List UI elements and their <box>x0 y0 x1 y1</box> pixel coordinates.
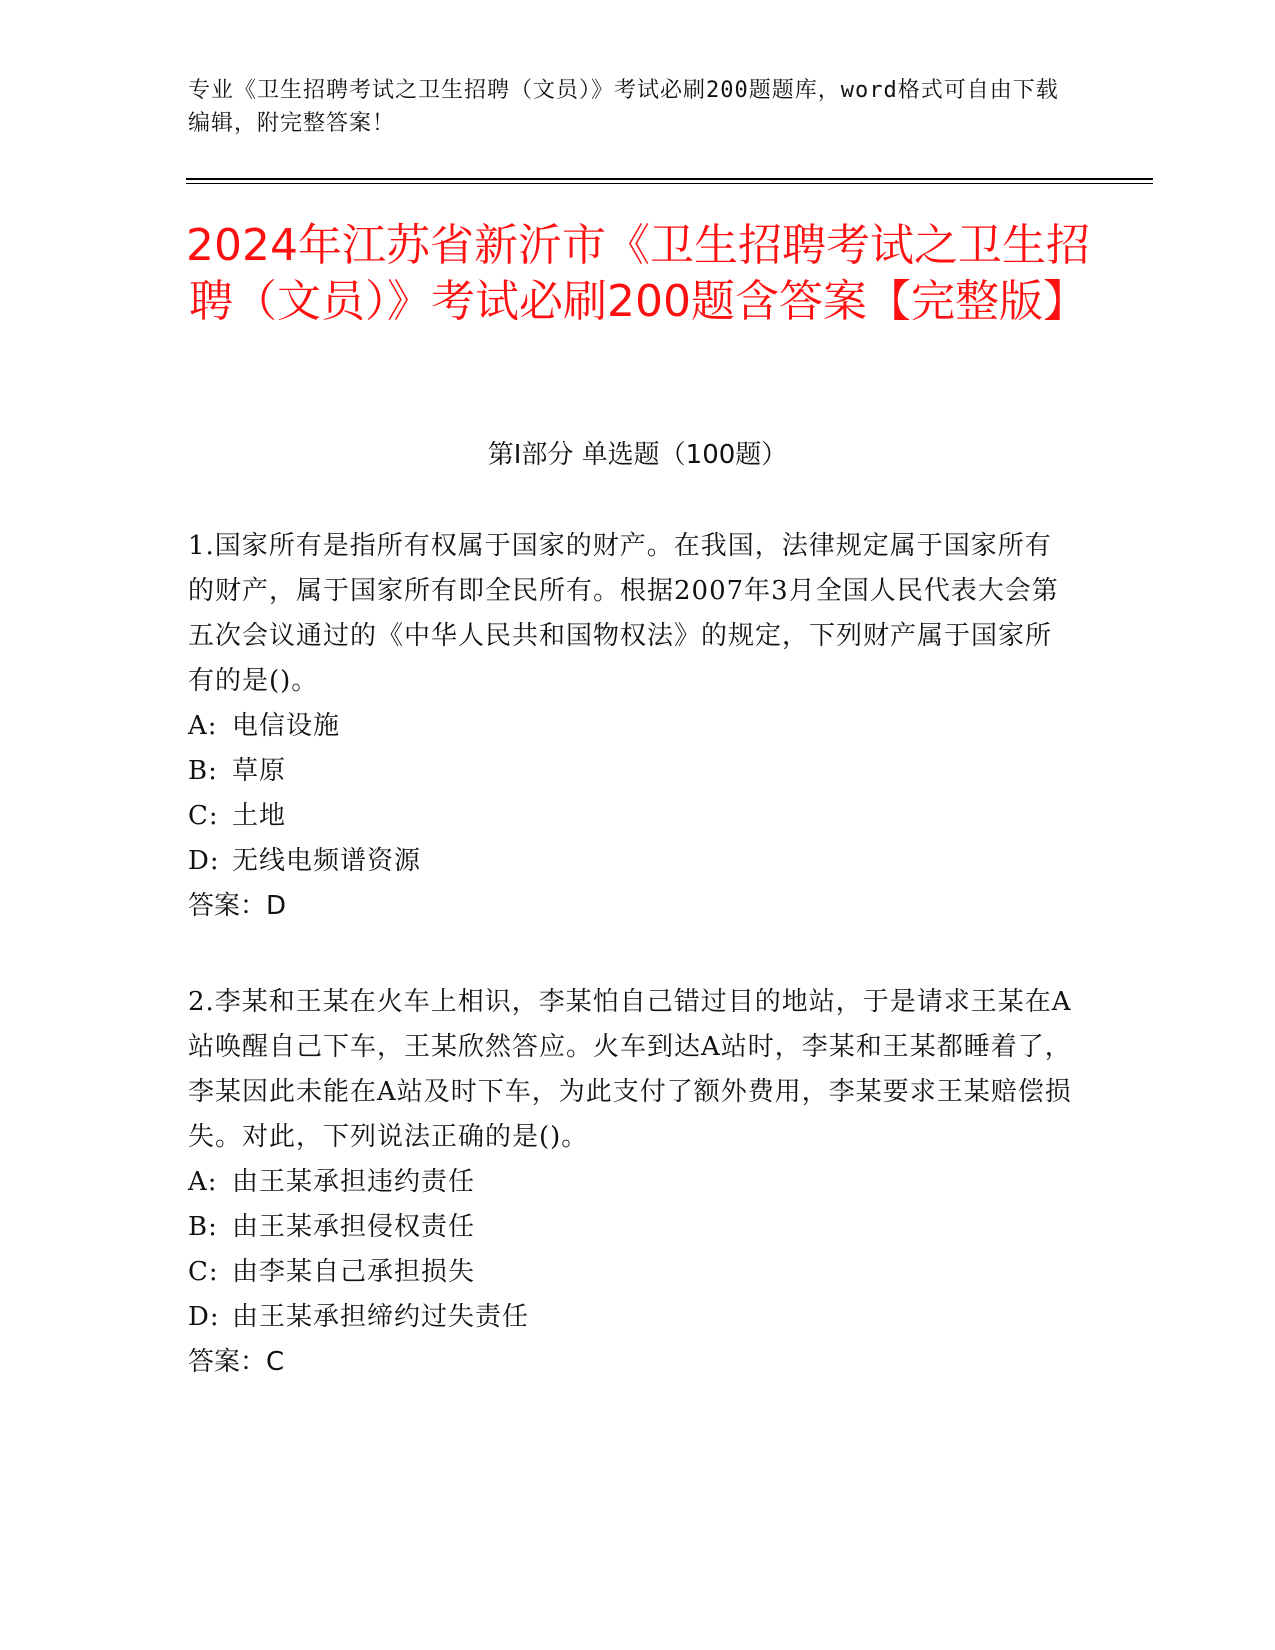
option-letter: B: <box>188 756 218 786</box>
option-letter: B: <box>188 1212 218 1242</box>
question-2 <box>188 980 1078 1385</box>
option-b <box>188 1205 1078 1250</box>
option-a <box>188 704 1078 749</box>
question-stem: 2.李某和王某在火车上相识，李某怕自己错过目的地站，于是请求王某在A站唤醒自己下车，王某欣然答应。火车到达A站时，李某和王某都睡着了，李某因此未能在A站及时下车，为此支付了额外费用，李某要求王某赔偿损失。对此，下列说法正确的是()。 <box>188 987 1072 1152</box>
document-title: 2024年江苏省新沂市《卫生招聘考试之卫生招聘（文员）》考试必刷200题含答案【完整版】 <box>186 220 1090 327</box>
option-c <box>188 1250 1078 1295</box>
option-letter: A: <box>188 1167 218 1197</box>
option-text: 草原 <box>232 756 287 786</box>
option-text: 电信设施 <box>232 711 341 741</box>
answer-line: 答案：C <box>188 1347 285 1377</box>
question-1 <box>188 524 1078 929</box>
option-text: 由王某承担缔约过失责任 <box>232 1302 530 1332</box>
option-text: 由李某自己承担损失 <box>232 1257 476 1287</box>
option-d <box>188 839 1078 884</box>
option-letter: A: <box>188 711 218 741</box>
option-letter: D: <box>188 846 220 876</box>
option-text: 土地 <box>232 801 287 831</box>
option-letter: C: <box>188 801 219 831</box>
section-heading: 第I部分 单选题（100题） <box>487 440 788 470</box>
option-letter: D: <box>188 1302 220 1332</box>
header-divider-thin <box>186 183 1153 184</box>
option-text: 由王某承担侵权责任 <box>232 1212 476 1242</box>
option-text: 由王某承担违约责任 <box>232 1167 476 1197</box>
option-c <box>188 794 1078 839</box>
question-stem: 1.国家所有是指所有权属于国家的财产。在我国，法律规定属于国家所有的财产，属于国家所有即全民所有。根据2007年3月全国人民代表大会第五次会议通过的《中华人民共和国物权法》的规定，下列财产属于国家所有的是()。 <box>188 531 1059 696</box>
header-note: 专业《卫生招聘考试之卫生招聘（文员）》考试必刷200题题库，word格式可自由下载编辑，附完整答案！ <box>188 78 1059 136</box>
option-b <box>188 749 1078 794</box>
option-letter: C: <box>188 1257 219 1287</box>
option-text: 无线电频谱资源 <box>232 846 422 876</box>
option-a <box>188 1160 1078 1205</box>
option-d <box>188 1295 1078 1340</box>
answer-line: 答案：D <box>188 891 287 921</box>
header-divider <box>186 178 1153 180</box>
